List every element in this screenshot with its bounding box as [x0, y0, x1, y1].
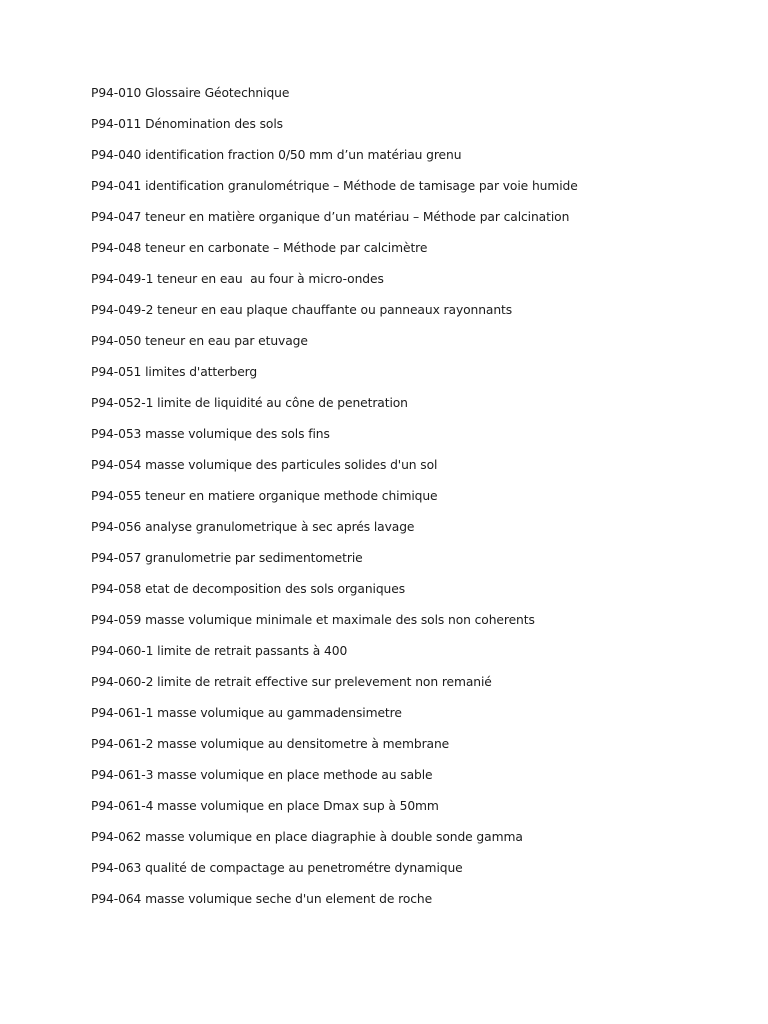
list-item: P94-054 masse volumique des particules solides d'un sol [91, 458, 438, 472]
list-item: P94-011 Dénomination des sols [91, 117, 283, 131]
list-item: P94-056 analyse granulometrique à sec aprés lavage [91, 520, 415, 534]
list-item: P94-057 granulometrie par sedimentometrie [91, 551, 363, 565]
list-item: P94-040 identification fraction 0/50 mm d’un matériau grenu [91, 148, 462, 162]
list-item: P94-058 etat de decomposition des sols organiques [91, 582, 405, 596]
list-item: P94-061-1 masse volumique au gammadensimetre [91, 706, 402, 720]
list-item: P94-010 Glossaire Géotechnique [91, 86, 290, 100]
list-item: P94-050 teneur en eau par etuvage [91, 334, 308, 348]
list-item: P94-061-2 masse volumique au densitometre à membrane [91, 737, 450, 751]
list-item: P94-047 teneur en matière organique d’un matériau – Méthode par calcination [91, 210, 570, 224]
list-item: P94-051 limites d'atterberg [91, 365, 258, 379]
list-item: P94-063 qualité de compactage au penetrométre dynamique [91, 861, 463, 875]
list-item: P94-053 masse volumique des sols fins [91, 427, 330, 441]
list-item: P94-060-1 limite de retrait passants à 400 [91, 644, 348, 658]
standards-list [91, 85, 578, 922]
list-item: P94-061-4 masse volumique en place Dmax sup à 50mm [91, 799, 439, 813]
list-item: P94-062 masse volumique en place diagraphie à double sonde gamma [91, 830, 523, 844]
list-item: P94-059 masse volumique minimale et maximale des sols non coherents [91, 613, 535, 627]
list-item: P94-041 identification granulométrique – Méthode de tamisage par voie humide [91, 179, 578, 193]
list-item: P94-048 teneur en carbonate – Méthode par calcimètre [91, 241, 428, 255]
list-item: P94-049-1 teneur en eau au four à micro-ondes [91, 272, 384, 286]
list-item: P94-052-1 limite de liquidité au cône de penetration [91, 396, 408, 410]
list-item: P94-061-3 masse volumique en place methode au sable [91, 768, 433, 782]
list-item: P94-055 teneur en matiere organique methode chimique [91, 489, 438, 503]
list-item: P94-060-2 limite de retrait effective sur prelevement non remanié [91, 675, 492, 689]
list-item: P94-064 masse volumique seche d'un element de roche [91, 892, 433, 906]
list-item: P94-049-2 teneur en eau plaque chauffante ou panneaux rayonnants [91, 303, 513, 317]
